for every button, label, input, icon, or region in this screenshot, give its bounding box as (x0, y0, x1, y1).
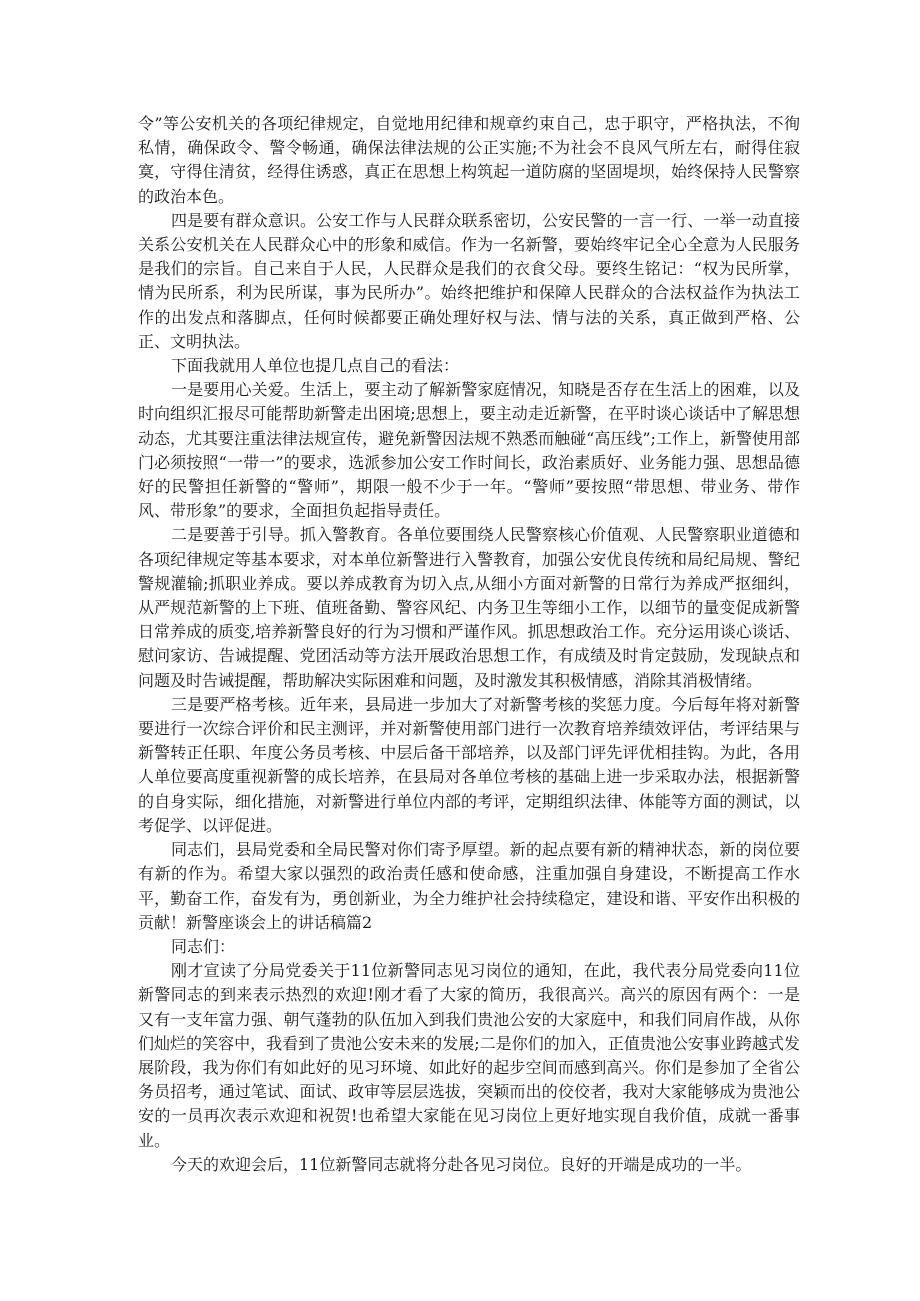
paragraph-6: 三是要严格考核。近年来，县局进一步加大了对新警考核的奖惩力度。今后每年将对新警要进行一次综合评价和民主测评，并对新警使用部门进行一次教育培养绩效评估，考评结果与新警转正任职、年度公务员考核、中层后备干部培养，以及部门评先评优相挂钩。为此，各用人单位要高度重视新警的成长培养，在县局对各单位考核的基础上进一步采取办法，根据新警的自身实际，细化措施，对新警进行单位内部的考评，定期组织法律、体能等方面的测试，以考促学、以评促进。 (138, 694, 800, 835)
paragraph-4: 一是要用心关爱。生活上，要主动了解新警家庭情况，知晓是否存在生活上的困难，以及时向组织汇报尽可能帮助新警走出困境;思想上，要主动走近新警，在平时谈心谈话中了解思想动态，尤其要注重法律法规宣传，避免新警因法规不熟悉而触碰“高压线”;工作上，新警使用部门必须按照“一带一”的要求，选派参加公安工作时间长，政治素质好、业务能力强、思想品德好的民警担任新警的“警师”，期限一般不少于一年。“警师”要按照“带思想、带业务、带作风、带形象”的要求，全面担负起指导责任。 (138, 380, 800, 521)
paragraph-1: 令”等公安机关的各项纪律规定，自觉地用纪律和规章约束自己，忠于职守，严格执法，不徇私情，确保政令、警令畅通，确保法律法规的公正实施;不为社会不良风气所左右，耐得住寂寞，守得住清贫，经得住诱惑，真正在思想上构筑起一道防腐的坚固堤坝，始终保持人民警察的政治本色。 (138, 114, 800, 206)
paragraph-2: 四是要有群众意识。公安工作与人民群众联系密切，公安民警的一言一行、一举一动直接关系公安机关在人民群众心中的形象和威信。作为一名新警，要始终牢记全心全意为人民服务是我们的宗旨。自己来自于人民，人民群众是我们的衣食父母。要终生铭记：“权为民所掌，情为民所系，利为民所谋，事为民所办”。始终把维护和保障人民群众的合法权益作为执法工作的出发点和落脚点，任何时候都要正确处理好权与法、情与法的关系，真正做到严格、公正、文明执法。 (138, 210, 800, 351)
paragraph-5: 二是要善于引导。抓入警教育。各单位要围绕人民警察核心价值观、人民警察职业道德和各项纪律规定等基本要求，对本单位新警进行入警教育，加强公安优良传统和局纪局规、警纪警规灌输;抓职业养成。要以养成教育为切入点,从细小方面对新警的日常行为养成严抠细纠，从严规范新警的上下班、值班备勤、警容风纪、内务卫生等细小工作，以细节的量变促成新警日常养成的质变,培养新警良好的行为习惯和严谨作风。抓思想政治工作。充分运用谈心谈话、慰问家访、告诫提醒、党团活动等方法开展政治思想工作，有成绩及时肯定鼓励，发现缺点和问题及时告诫提醒，帮助解决实际困难和问题，及时激发其积极情感，消除其消极情绪。 (138, 525, 800, 690)
paragraph-3: 下面我就用人单位也提几点自己的看法： (171, 356, 460, 376)
paragraph-9: 刚才宣读了分局党委关于11位新警同志见习岗位的通知，在此，我代表分局党委向11位新警同志的到来表示热烈的欢迎!刚才看了大家的简历，我很高兴。高兴的原因有两个：一是又有一支年富力强、朝气蓬勃的队伍加入到我们贵池公安的大家庭中，和我们同肩作战，从你们灿烂的笑容中，我看到了贵池公安未来的发展;二是你们的加入，正值贵池公安事业跨越式发展阶段，我为你们有如此好的见习环境、如此好的起步空间而感到高兴。你们是参加了全省公务员招考，通过笔试、面试、政审等层层选拔，突颖而出的佼佼者，我对大家能够成为贵池公安的一员再次表示欢迎和祝贺!也希望大家能在见习岗位上更好地实现自我价值，成就一番事业。 (138, 961, 800, 1150)
paragraph-8: 同志们： (171, 936, 236, 956)
document-body (138, 112, 800, 1177)
paragraph-7: 同志们，县局党委和全局民警对你们寄予厚望。新的起点要有新的精神状态，新的岗位要有新的作为。希望大家以强烈的政治责任感和使命感，注重加强自身建设，不断提高工作水平，勤奋工作，奋发有为，勇创新业，为全力维护社会持续稳定，建设和谐、平安作出积极的贡献！新警座谈会上的讲话稿篇2 (138, 840, 800, 932)
paragraph-10: 今天的欢迎会后，11位新警同志就将分赴各见习岗位。良好的开端是成功的一半。 (171, 1154, 752, 1174)
